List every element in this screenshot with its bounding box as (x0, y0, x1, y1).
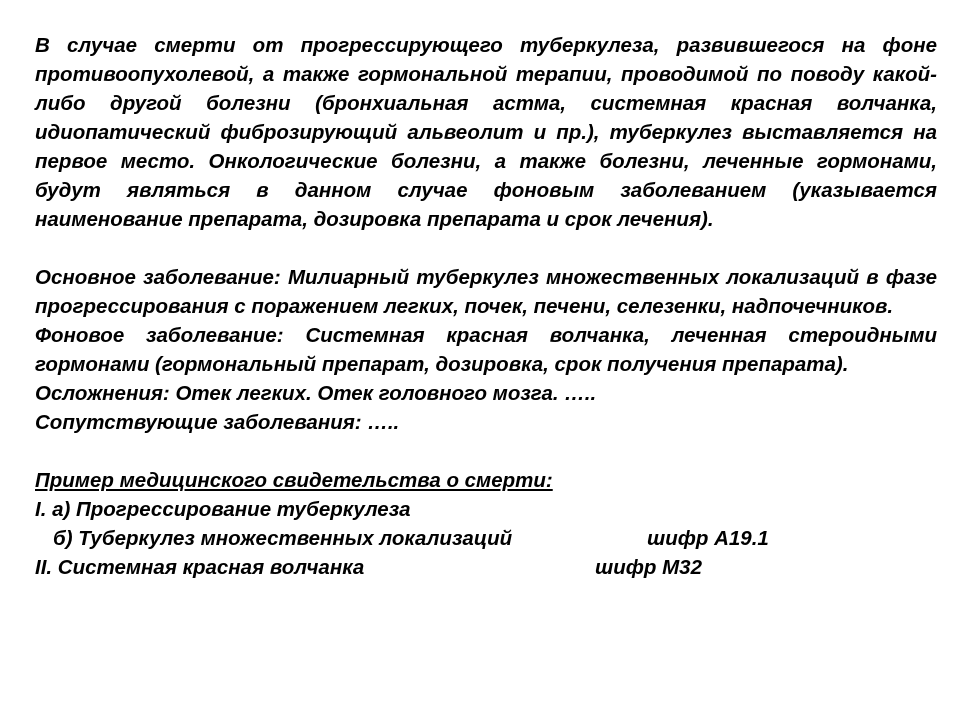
certificate-code-b: шифр А19.1 (647, 527, 769, 550)
certificate-heading-row (35, 466, 937, 495)
certificate-part-two: II. Системная красная волчанка (35, 556, 365, 579)
certificate-line-2 (35, 524, 937, 553)
intro-paragraph: В случае смерти от прогрессирующего туберкулеза, развившегося на фоне противоопухолевой, а также гормональной терапии, проводимой по поводу какой-либо другой болезни (бронхиальная астма, системная красная волчанка, идиопатический фиброзирующий альвеолит и пр.), туберкулез выставляется на первое место. Онкологические болезни, а также болезни, леченные гормонами, будут являться в данном случае фоновым заболеванием (указывается наименование препарата, дозировка препарата и срок лечения). (35, 34, 937, 231)
certificate-heading: Пример медицинского свидетельства о смерти: (35, 469, 553, 492)
spacer (35, 437, 937, 466)
certificate-code-part-two: шифр М32 (595, 556, 702, 579)
certificate-cause-a: I. а) Прогрессирование туберкулеза (35, 498, 411, 521)
main-disease-paragraph: Основное заболевание: Милиарный туберкулез множественных локализаций в фазе прогрессирования с поражением легких, почек, печени, селезенки, надпочечников. (35, 266, 937, 318)
slide-content (35, 31, 937, 582)
background-disease-paragraph: Фоновое заболевание: Системная красная волчанка, леченная стероидными гормонами (гормональный препарат, дозировка, срок получения препарата). (35, 324, 937, 376)
spacer (35, 234, 937, 263)
certificate-line-1 (35, 495, 937, 524)
concomitant-diseases-line: Сопутствующие заболевания: ….. (35, 411, 400, 434)
certificate-line-3 (35, 553, 937, 582)
complications-line: Осложнения: Отек легких. Отек головного мозга. ….. (35, 382, 597, 405)
certificate-cause-b: б) Туберкулез множественных локализаций (53, 527, 513, 550)
